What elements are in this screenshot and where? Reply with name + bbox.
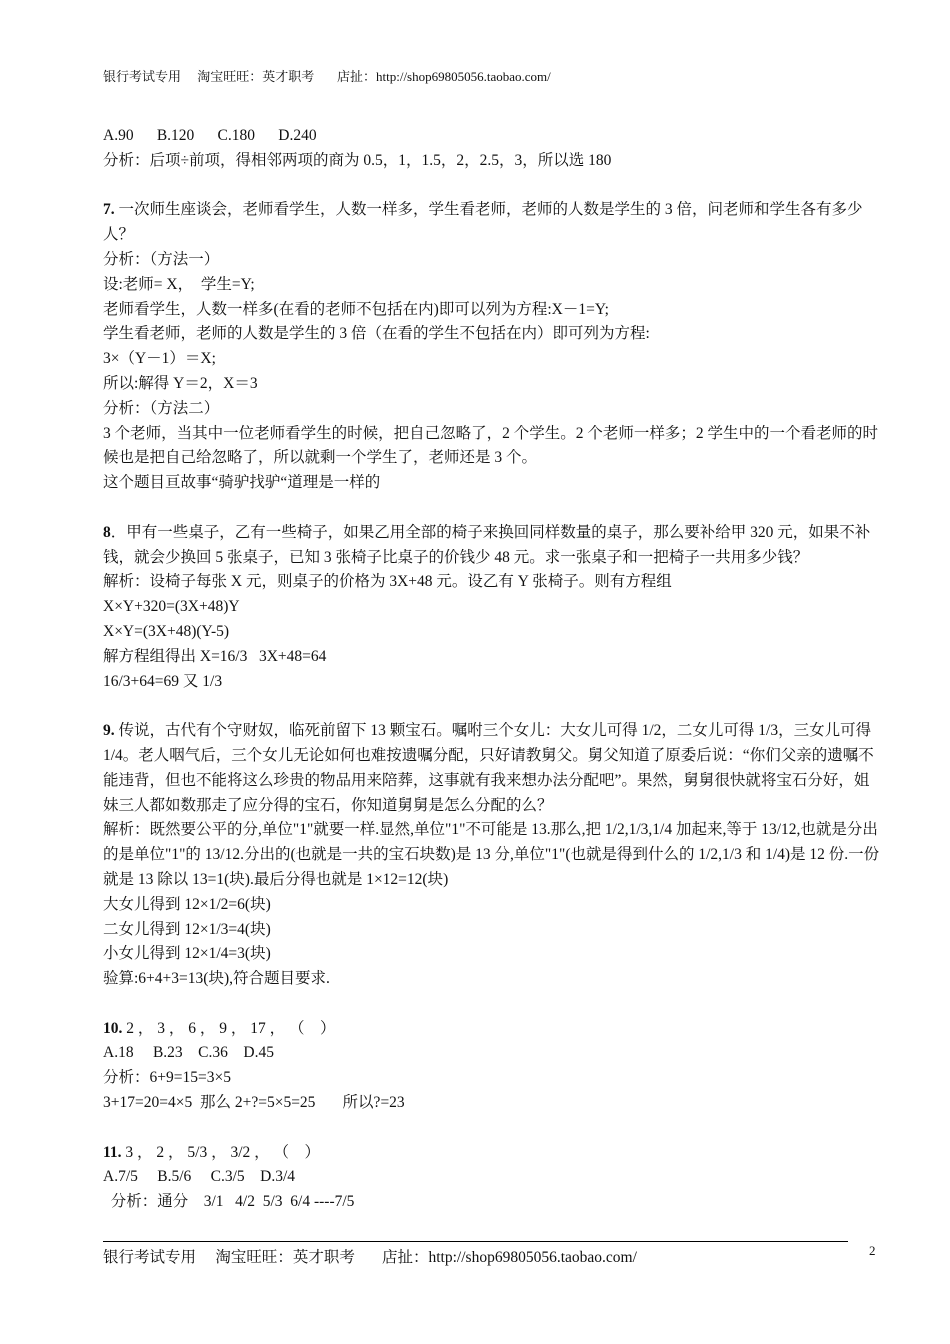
q10-question-text: 2 ， 3 ， 6 ， 9 ， 17 ， （ ）	[122, 1019, 336, 1037]
q7-conclusion: 这个题目亘故事“骑驴找驴“道理是一样的	[103, 474, 381, 492]
q6-analysis: 分析：后项÷前项，得相邻两项的商为 0.5，1，1.5，2，2.5，3，所以选 180	[103, 151, 612, 169]
page-number: 2	[869, 1243, 876, 1258]
q7-line: 所以:解得 Y＝2，X＝3	[103, 374, 258, 392]
q7-line: 老师看学生，人数一样多(在看的老师不包括在内)即可以列为方程:X－1=Y;	[103, 300, 609, 318]
q11-line: 分析：通分 3/1 4/2 5/3 6/4 ----7/5	[103, 1193, 355, 1211]
q8-number: 8	[103, 523, 111, 541]
page-footer: 银行考试专用 淘宝旺旺：英才职考 店扯：http://shop69805056.taobao.com/	[103, 1249, 637, 1266]
q8-line: X×Y+320=(3X+48)Y	[103, 598, 240, 616]
q7-line: 分析：（方法二）	[103, 399, 220, 417]
q9-line: 小女儿得到 12×1/4=3(块)	[103, 945, 271, 963]
q9-line: 大女儿得到 12×1/2=6(块)	[103, 895, 271, 913]
document-body	[103, 124, 883, 1215]
q11-line: A.7/5 B.5/6 C.3/5 D.3/4	[103, 1168, 296, 1186]
q9-question	[103, 719, 883, 818]
q8-line: X×Y=(3X+48)(Y-5)	[103, 622, 230, 640]
q10-line: A.18 B.23 C.36 D.45	[103, 1044, 274, 1062]
q6-options: A.90 B.120 C.180 D.240	[103, 127, 317, 144]
q11-question-text: 3 ， 2 ， 5/3 ， 3/2 ， （ ）	[121, 1143, 321, 1161]
q10-number: 10.	[103, 1019, 123, 1037]
q7-method2: 3 个老师，当其中一位老师看学生的时候，把自己忽略了，2 个学生。2 个老师一样多；2 学生中的一个看老师的时候也是把自己给忽略了，所以就剩一个学生了，老师还是 3 个。	[103, 424, 879, 467]
q8-line: 16/3+64=69 又 1/3	[103, 672, 223, 690]
q7-line: 3×（Y－1）＝X;	[103, 350, 216, 368]
q8-question-text: ．甲有一些桌子，乙有一些椅子，如果乙用全部的椅子来换回同样数量的桌子，那么要补给甲 320 元，如果不补钱，就会少换回 5 张桌子，已知 3 张椅子比桌子的价钱少 48 元。求一张桌子和一把椅子一共用多少钱？	[103, 523, 871, 566]
q10-line: 分析：6+9=15=3×5	[103, 1069, 231, 1087]
q7-number: 7.	[103, 201, 115, 219]
q9-question-text: 传说，古代有个守财奴，临死前留下 13 颗宝石。嘱咐三个女儿：大女儿可得 1/2，二女儿可得 1/3，三女儿可得 1/4。老人咽气后，三个女儿无论如何也难按遗嘱分配，只好请教舅父。舅父知道了原委后说：“你们父亲的遗嘱不能违背，但也不能将这么珍贵的物品用来陪葬，这事就有我来想办法分配吧”。果然，舅舅很快就将宝石分好，姐妹三人都如数那走了应分得的宝石，你知道舅舅是怎么分配的么？	[103, 722, 874, 814]
q7-question	[103, 198, 883, 248]
q7-question-text: 一次师生座谈会，老师看学生，人数一样多，学生看老师，老师的人数是学生的 3 倍，问老师和学生各有多少人？	[103, 201, 863, 244]
footer-divider	[103, 1241, 848, 1242]
q10-question	[103, 1017, 883, 1042]
q10-line: 3+17=20=4×5 那么 2+?=5×5=25 所以?=23	[103, 1094, 405, 1112]
q11-number: 11.	[103, 1143, 122, 1161]
q8-line: 解析：设椅子每张 X 元，则桌子的价格为 3X+48 元。设乙有 Y 张椅子。则有方程组	[103, 573, 672, 591]
q9-line: 验算:6+4+3=13(块),符合题目要求.	[103, 970, 330, 988]
q7-line: 分析：（方法一）	[103, 250, 220, 268]
q9-analysis: 解析：既然要公平的分,单位"1"就要一样.显然,单位"1"不可能是 13.那么,把 1/2,1/3,1/4 加起来,等于 13/12,也就是分出的是单位"1"的 13/12.分出的(也就是一共的宝石块数)是 13 分,单位"1"(也就是得到什么的 1/2,1/3 和 1/4)是 12 份.一份就是 13 除以 13=1(块).最后分得也就是 1×12=12(块)	[103, 821, 880, 888]
q11-question	[103, 1141, 883, 1166]
page-header: 银行考试专用 淘宝旺旺：英才职考 店扯：http://shop69805056.taobao.com/	[103, 69, 551, 84]
q7-line: 设:老师= X， 学生=Y;	[103, 275, 255, 293]
q8-question	[103, 521, 883, 571]
q9-number: 9.	[103, 722, 115, 740]
q8-line: 解方程组得出 X=16/3 3X+48=64	[103, 647, 327, 665]
q9-line: 二女儿得到 12×1/3=4(块)	[103, 920, 271, 938]
q7-line: 学生看老师，老师的人数是学生的 3 倍（在看的学生不包括在内）即可列为方程:	[103, 325, 650, 343]
